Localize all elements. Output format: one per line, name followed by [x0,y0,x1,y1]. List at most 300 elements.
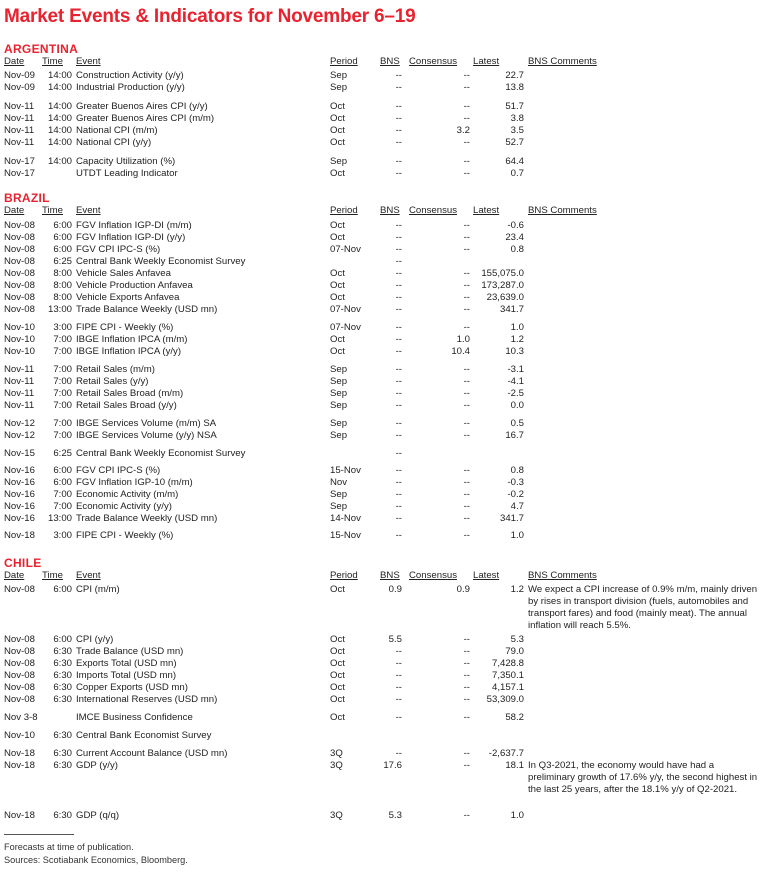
table-row [0,292,765,304]
cell-period: Sep [330,376,348,387]
table-row [0,489,765,501]
table-row [0,82,765,94]
cell-consensus: -- [463,70,470,81]
table-row [0,304,765,316]
cell-latest: 5.3 [510,634,524,645]
cell-period: Oct [330,634,345,645]
cell-time: 6:30 [53,730,72,741]
cell-bns: -- [395,477,402,488]
cell-period: Oct [330,670,345,681]
col-time: Time [42,570,63,581]
cell-bns: -- [395,501,402,512]
cell-date: Nov-10 [4,730,35,741]
cell-bns: -- [395,322,402,333]
table-header-brazil [0,205,765,217]
col-date: Date [4,205,25,216]
cell-date: Nov-08 [4,232,35,243]
cell-consensus: -- [463,388,470,399]
cell-date: Nov-09 [4,70,35,81]
cell-latest: -0.2 [507,489,524,500]
cell-time: 6:30 [53,694,72,705]
cell-latest: 7,428.8 [491,658,524,669]
col-bns: BNS [380,205,400,216]
col-latest: Latest [473,205,500,216]
cell-period: 07-Nov [330,322,361,333]
table-row [0,712,765,724]
cell-event: FGV Inflation IGP-DI (y/y) [76,232,186,243]
cell-period: 3Q [330,810,343,821]
cell-latest: 13.8 [505,82,524,93]
cell-latest: -3.1 [507,364,524,375]
cell-latest: 23,639.0 [486,292,524,303]
cell-bns: -- [395,280,402,291]
cell-period: Sep [330,156,348,167]
col-date: Date [4,56,25,67]
cell-date: Nov-11 [4,364,35,375]
cell-bns: -- [395,346,402,357]
col-consensus: Consensus [409,205,457,216]
cell-time: 14:00 [47,156,72,167]
table-row [0,113,765,125]
cell-bns: -- [395,168,402,179]
section-title-chile: CHILE [4,556,42,570]
cell-event: IMCE Business Confidence [76,712,193,723]
cell-latest: 3.5 [510,125,524,136]
cell-time: 6:25 [53,448,72,459]
cell-latest: 0.0 [510,400,524,411]
table-row [0,694,765,706]
cell-event: CPI (m/m) [76,584,120,595]
cell-period: 14-Nov [330,513,361,524]
cell-event: GDP (q/q) [76,810,120,821]
cell-bns: -- [395,418,402,429]
cell-period: 15-Nov [330,465,361,476]
cell-bns: -- [395,430,402,441]
cell-date: Nov-16 [4,477,35,488]
cell-time: 7:00 [53,364,72,375]
cell-time: 8:00 [53,268,72,279]
cell-time: 7:00 [53,501,72,512]
table-row [0,364,765,376]
cell-event: FGV CPI IPC-S (%) [76,244,161,255]
cell-date: Nov-10 [4,346,35,357]
cell-period: Oct [330,682,345,693]
cell-event: Central Bank Weekly Economist Survey [76,256,246,267]
cell-period: 15-Nov [330,530,361,541]
cell-time: 6:00 [53,465,72,476]
table-row [0,634,765,646]
table-row [0,810,765,822]
cell-consensus: -- [463,760,470,771]
table-row [0,280,765,292]
cell-date: Nov-18 [4,530,35,541]
cell-date: Nov-18 [4,748,35,759]
cell-time: 14:00 [47,82,72,93]
cell-date: Nov-08 [4,268,35,279]
table-row [0,730,765,742]
cell-period: Sep [330,418,348,429]
cell-latest: 10.3 [505,346,524,357]
cell-time: 7:00 [53,334,72,345]
cell-latest: 0.8 [510,244,524,255]
cell-event: Retail Sales Broad (m/m) [76,388,184,399]
cell-bns: -- [395,156,402,167]
cell-bns: -- [395,712,402,723]
cell-consensus: -- [463,364,470,375]
table-row [0,232,765,244]
cell-time: 14:00 [47,113,72,124]
cell-time: 13:00 [47,304,72,315]
cell-bns: -- [395,70,402,81]
cell-latest: 58.2 [505,712,524,723]
cell-consensus: 10.4 [451,346,470,357]
cell-bns: -- [395,748,402,759]
cell-event: Exports Total (USD mn) [76,658,177,669]
cell-consensus: -- [463,376,470,387]
cell-latest: 0.8 [510,465,524,476]
cell-period: Oct [330,292,345,303]
cell-date: Nov-08 [4,634,35,645]
cell-event: Retail Sales Broad (y/y) [76,400,177,411]
cell-time: 3:00 [53,322,72,333]
cell-consensus: -- [463,418,470,429]
col-period: Period [330,56,358,67]
cell-date: Nov-15 [4,448,35,459]
cell-event: FGV Inflation IGP-DI (m/m) [76,220,192,231]
cell-event: Vehicle Sales Anfavea [76,268,171,279]
cell-event: Retail Sales (m/m) [76,364,155,375]
cell-period: 07-Nov [330,244,361,255]
cell-bns: -- [395,364,402,375]
cell-event: Copper Exports (USD mn) [76,682,188,693]
table-row [0,465,765,477]
cell-period: Oct [330,712,345,723]
table-row [0,646,765,658]
cell-time: 6:30 [53,682,72,693]
cell-bns: -- [395,448,402,459]
table-header-argentina [0,56,765,68]
cell-consensus: -- [463,489,470,500]
bns-comment: We expect a CPI increase of 0.9% m/m, mainly driven by rises in transport division (fuels, automobiles and transport fares) and food (mainly meat). The annual inflation will reach 5.5%. [528,584,758,631]
table-row [0,137,765,149]
cell-bns: -- [395,268,402,279]
table-row [0,256,765,268]
cell-period: Sep [330,489,348,500]
cell-date: Nov-16 [4,489,35,500]
cell-consensus: -- [463,748,470,759]
cell-period: Sep [330,501,348,512]
cell-date: Nov-09 [4,82,35,93]
cell-consensus: -- [463,670,470,681]
cell-bns: -- [395,137,402,148]
cell-date: Nov-08 [4,244,35,255]
cell-bns: -- [395,376,402,387]
section-title-argentina: ARGENTINA [4,42,79,56]
cell-date: Nov-10 [4,322,35,333]
cell-latest: 155,075.0 [481,268,524,279]
col-time: Time [42,56,63,67]
cell-latest: 4.7 [510,501,524,512]
cell-bns: -- [395,513,402,524]
cell-date: Nov-12 [4,430,35,441]
cell-event: Trade Balance Weekly (USD mn) [76,304,218,315]
col-date: Date [4,570,25,581]
cell-period: Oct [330,137,345,148]
cell-event: Greater Buenos Aires CPI (m/m) [76,113,215,124]
cell-bns: -- [395,101,402,112]
cell-date: Nov-11 [4,388,35,399]
table-row [0,530,765,542]
cell-date: Nov-11 [4,400,35,411]
table-header-chile [0,570,765,582]
cell-date: Nov-18 [4,810,35,821]
cell-date: Nov-11 [4,125,35,136]
cell-latest: -0.3 [507,477,524,488]
col-latest: Latest [473,570,500,581]
table-row [0,400,765,412]
cell-latest: 341.7 [499,304,524,315]
cell-period: Oct [330,125,345,136]
cell-event: Retail Sales (y/y) [76,376,149,387]
footnote-forecasts: Forecasts at time of publication. [4,842,134,852]
cell-consensus: -- [463,430,470,441]
cell-period: Oct [330,113,345,124]
cell-time: 14:00 [47,125,72,136]
cell-bns: -- [395,682,402,693]
cell-event: Central Bank Weekly Economist Survey [76,448,246,459]
col-bns: BNS [380,56,400,67]
table-row [0,376,765,388]
cell-consensus: -- [463,268,470,279]
cell-period: Sep [330,388,348,399]
cell-event: Economic Activity (m/m) [76,489,179,500]
cell-consensus: -- [463,322,470,333]
cell-time: 8:00 [53,292,72,303]
cell-latest: 51.7 [505,101,524,112]
cell-event: FGV CPI IPC-S (%) [76,465,161,476]
cell-event: Central Bank Economist Survey [76,730,212,741]
cell-bns: 17.6 [383,760,402,771]
cell-period: Sep [330,82,348,93]
table-row [0,448,765,460]
cell-consensus: -- [463,712,470,723]
cell-time: 3:00 [53,530,72,541]
cell-latest: 3.8 [510,113,524,124]
cell-event: Construction Activity (y/y) [76,70,184,81]
cell-period: Oct [330,268,345,279]
cell-bns: -- [395,646,402,657]
cell-period: Oct [330,346,345,357]
cell-bns: -- [395,220,402,231]
cell-event: Vehicle Production Anfavea [76,280,193,291]
cell-consensus: -- [463,220,470,231]
table-row [0,388,765,400]
cell-consensus: -- [463,477,470,488]
table-row [0,168,765,180]
cell-latest: 53,309.0 [486,694,524,705]
cell-bns: -- [395,256,402,267]
cell-latest: 18.1 [505,760,524,771]
cell-time: 6:30 [53,646,72,657]
cell-event: GDP (y/y) [76,760,118,771]
cell-period: Sep [330,364,348,375]
cell-event: Industrial Production (y/y) [76,82,185,93]
cell-latest: 0.7 [510,168,524,179]
cell-event: Greater Buenos Aires CPI (y/y) [76,101,208,112]
cell-latest: 23.4 [505,232,524,243]
table-row [0,513,765,525]
cell-time: 6:00 [53,634,72,645]
cell-consensus: -- [463,400,470,411]
col-comments: BNS Comments [528,570,597,581]
table-row [0,670,765,682]
cell-date: Nov-12 [4,418,35,429]
cell-latest: 4,157.1 [491,682,524,693]
cell-consensus: -- [463,634,470,645]
cell-consensus: -- [463,292,470,303]
cell-date: Nov-17 [4,156,35,167]
cell-latest: -0.6 [507,220,524,231]
cell-event: IBGE Services Volume (y/y) NSA [76,430,217,441]
cell-consensus: -- [463,244,470,255]
cell-latest: 64.4 [505,156,524,167]
cell-consensus: -- [463,113,470,124]
cell-event: National CPI (y/y) [76,137,152,148]
cell-bns: -- [395,400,402,411]
cell-period: Oct [330,584,345,595]
table-row [0,70,765,82]
cell-consensus: -- [463,465,470,476]
col-event: Event [76,56,101,67]
cell-consensus: -- [463,810,470,821]
cell-time: 7:00 [53,400,72,411]
col-period: Period [330,205,358,216]
footnote-sources: Sources: Scotiabank Economics, Bloomberg. [4,855,188,865]
col-time: Time [42,205,63,216]
cell-event: Imports Total (USD mn) [76,670,177,681]
cell-consensus: 3.2 [456,125,470,136]
cell-date: Nov-18 [4,760,35,771]
cell-date: Nov 3-8 [4,712,38,723]
cell-time: 6:30 [53,670,72,681]
cell-bns: -- [395,670,402,681]
col-consensus: Consensus [409,56,457,67]
col-period: Period [330,570,358,581]
cell-latest: -2,637.7 [488,748,524,759]
cell-bns: -- [395,694,402,705]
col-comments: BNS Comments [528,56,597,67]
cell-time: 7:00 [53,418,72,429]
cell-event: Economic Activity (y/y) [76,501,172,512]
table-row [0,125,765,137]
table-row [0,156,765,168]
cell-event: FGV Inflation IGP-10 (m/m) [76,477,193,488]
cell-bns: -- [395,334,402,345]
cell-time: 6:00 [53,220,72,231]
cell-consensus: -- [463,156,470,167]
cell-event: CPI (y/y) [76,634,114,645]
table-row [0,477,765,489]
cell-date: Nov-08 [4,304,35,315]
cell-bns: -- [395,465,402,476]
cell-consensus: -- [463,137,470,148]
cell-period: Oct [330,280,345,291]
cell-bns: -- [395,304,402,315]
cell-time: 14:00 [47,101,72,112]
cell-latest: 7,350.1 [491,670,524,681]
cell-period: Oct [330,658,345,669]
table-row [0,244,765,256]
cell-bns: -- [395,232,402,243]
cell-bns: 5.3 [388,810,402,821]
cell-bns: -- [395,292,402,303]
cell-event: National CPI (m/m) [76,125,158,136]
cell-bns: 5.5 [388,634,402,645]
cell-time: 13:00 [47,513,72,524]
cell-consensus: -- [463,168,470,179]
table-row [0,430,765,442]
cell-period: Oct [330,232,345,243]
cell-date: Nov-17 [4,168,35,179]
cell-period: 3Q [330,760,343,771]
col-event: Event [76,205,101,216]
cell-consensus: -- [463,280,470,291]
cell-period: Sep [330,400,348,411]
cell-period: Oct [330,646,345,657]
cell-latest: 1.0 [510,530,524,541]
cell-time: 7:00 [53,430,72,441]
cell-latest: -4.1 [507,376,524,387]
cell-latest: 22.7 [505,70,524,81]
table-row [0,322,765,334]
cell-event: International Reserves (USD mn) [76,694,218,705]
table-row [0,418,765,430]
cell-time: 14:00 [47,70,72,81]
cell-latest: 341.7 [499,513,524,524]
cell-period: Sep [330,430,348,441]
table-row [0,334,765,346]
table-row [0,658,765,670]
cell-consensus: -- [463,513,470,524]
cell-latest: 0.5 [510,418,524,429]
cell-latest: 79.0 [505,646,524,657]
cell-consensus: 1.0 [456,334,470,345]
cell-date: Nov-16 [4,513,35,524]
cell-event: IBGE Services Volume (m/m) SA [76,418,217,429]
cell-consensus: -- [463,232,470,243]
cell-time: 7:00 [53,489,72,500]
cell-event: FIPE CPI - Weekly (%) [76,530,174,541]
bns-comment: In Q3-2021, the economy would have had a preliminary growth of 17.6% y/y, the second highest in the last 25 years, after the 18.1% y/y of Q2-2021. [528,760,758,795]
cell-period: Oct [330,101,345,112]
col-event: Event [76,570,101,581]
cell-bns: -- [395,530,402,541]
cell-bns: -- [395,82,402,93]
col-latest: Latest [473,56,500,67]
cell-latest: 1.2 [510,334,524,345]
cell-date: Nov-16 [4,465,35,476]
cell-period: Oct [330,334,345,345]
cell-consensus: -- [463,530,470,541]
cell-period: Sep [330,70,348,81]
cell-date: Nov-08 [4,682,35,693]
cell-event: IBGE Inflation IPCA (y/y) [76,346,182,357]
cell-latest: -2.5 [507,388,524,399]
cell-latest: 173,287.0 [481,280,524,291]
cell-time: 7:00 [53,346,72,357]
cell-date: Nov-08 [4,658,35,669]
cell-time: 6:30 [53,748,72,759]
